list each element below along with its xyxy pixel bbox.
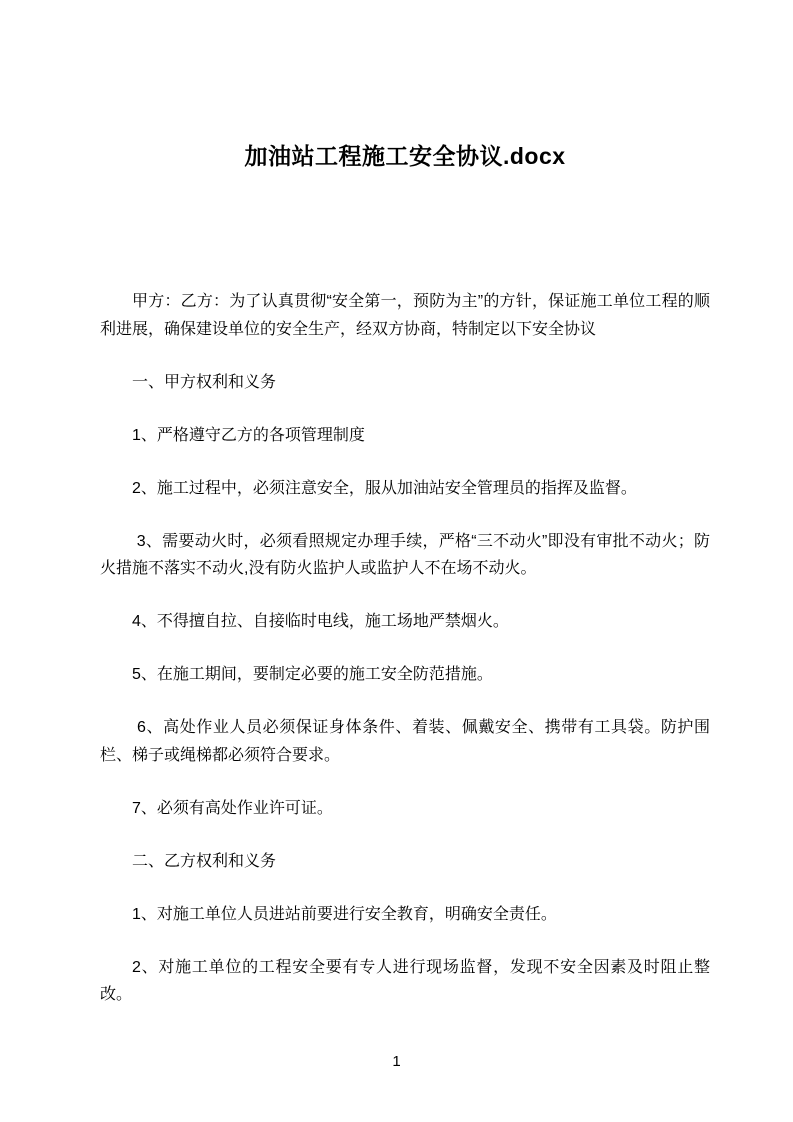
- page-number: 1: [392, 1053, 401, 1070]
- document-title: 加油站工程施工安全协议.docx: [244, 143, 566, 169]
- section-1-item-5: 5、在施工期间，要制定必要的施工安全防范措施。: [132, 666, 493, 683]
- section-1-item-1: 1、严格遵守乙方的各项管理制度: [132, 426, 365, 444]
- section-1-heading: 一、甲方权利和义务: [132, 373, 277, 391]
- section-2-item-2: 2、对施工单位的工程安全要有专人进行现场监督，发现不安全因素及时阻止整改。: [100, 958, 710, 1003]
- section-2-heading: 二、乙方权利和义务: [132, 852, 277, 870]
- section-1-item-7: 7、必须有高处作业许可证。: [132, 799, 333, 817]
- section-1-item-4: 4、不得擅自拉、自接临时电线，施工场地严禁烟火。: [132, 613, 509, 630]
- intro-paragraph: 甲方：乙方：为了认真贯彻“安全第一，预防为主”的方针，保证施工单位工程的顺利进展，确保建设单位的安全生产，经双方协商，特制定以下安全协议: [100, 293, 710, 338]
- section-1-item-3: 3、需要动火时，必须看照规定办理手续，严格“三不动火”即没有审批不动火；防火措施不落实不动火,没有防火监护人或监护人不在场不动火。: [100, 532, 710, 577]
- section-1-item-6: 6、高处作业人员必须保证身体条件、着装、佩戴安全、携带有工具袋。防护围栏、梯子或绳梯都必须符合要求。: [100, 719, 710, 764]
- section-2-item-1: 1、对施工单位人员进站前要进行安全教育，明确安全责任。: [132, 905, 557, 923]
- document-body: [100, 142, 710, 1034]
- section-1-item-2: 2、施工过程中，必须注意安全，服从加油站安全管理员的指挥及监督。: [132, 479, 637, 497]
